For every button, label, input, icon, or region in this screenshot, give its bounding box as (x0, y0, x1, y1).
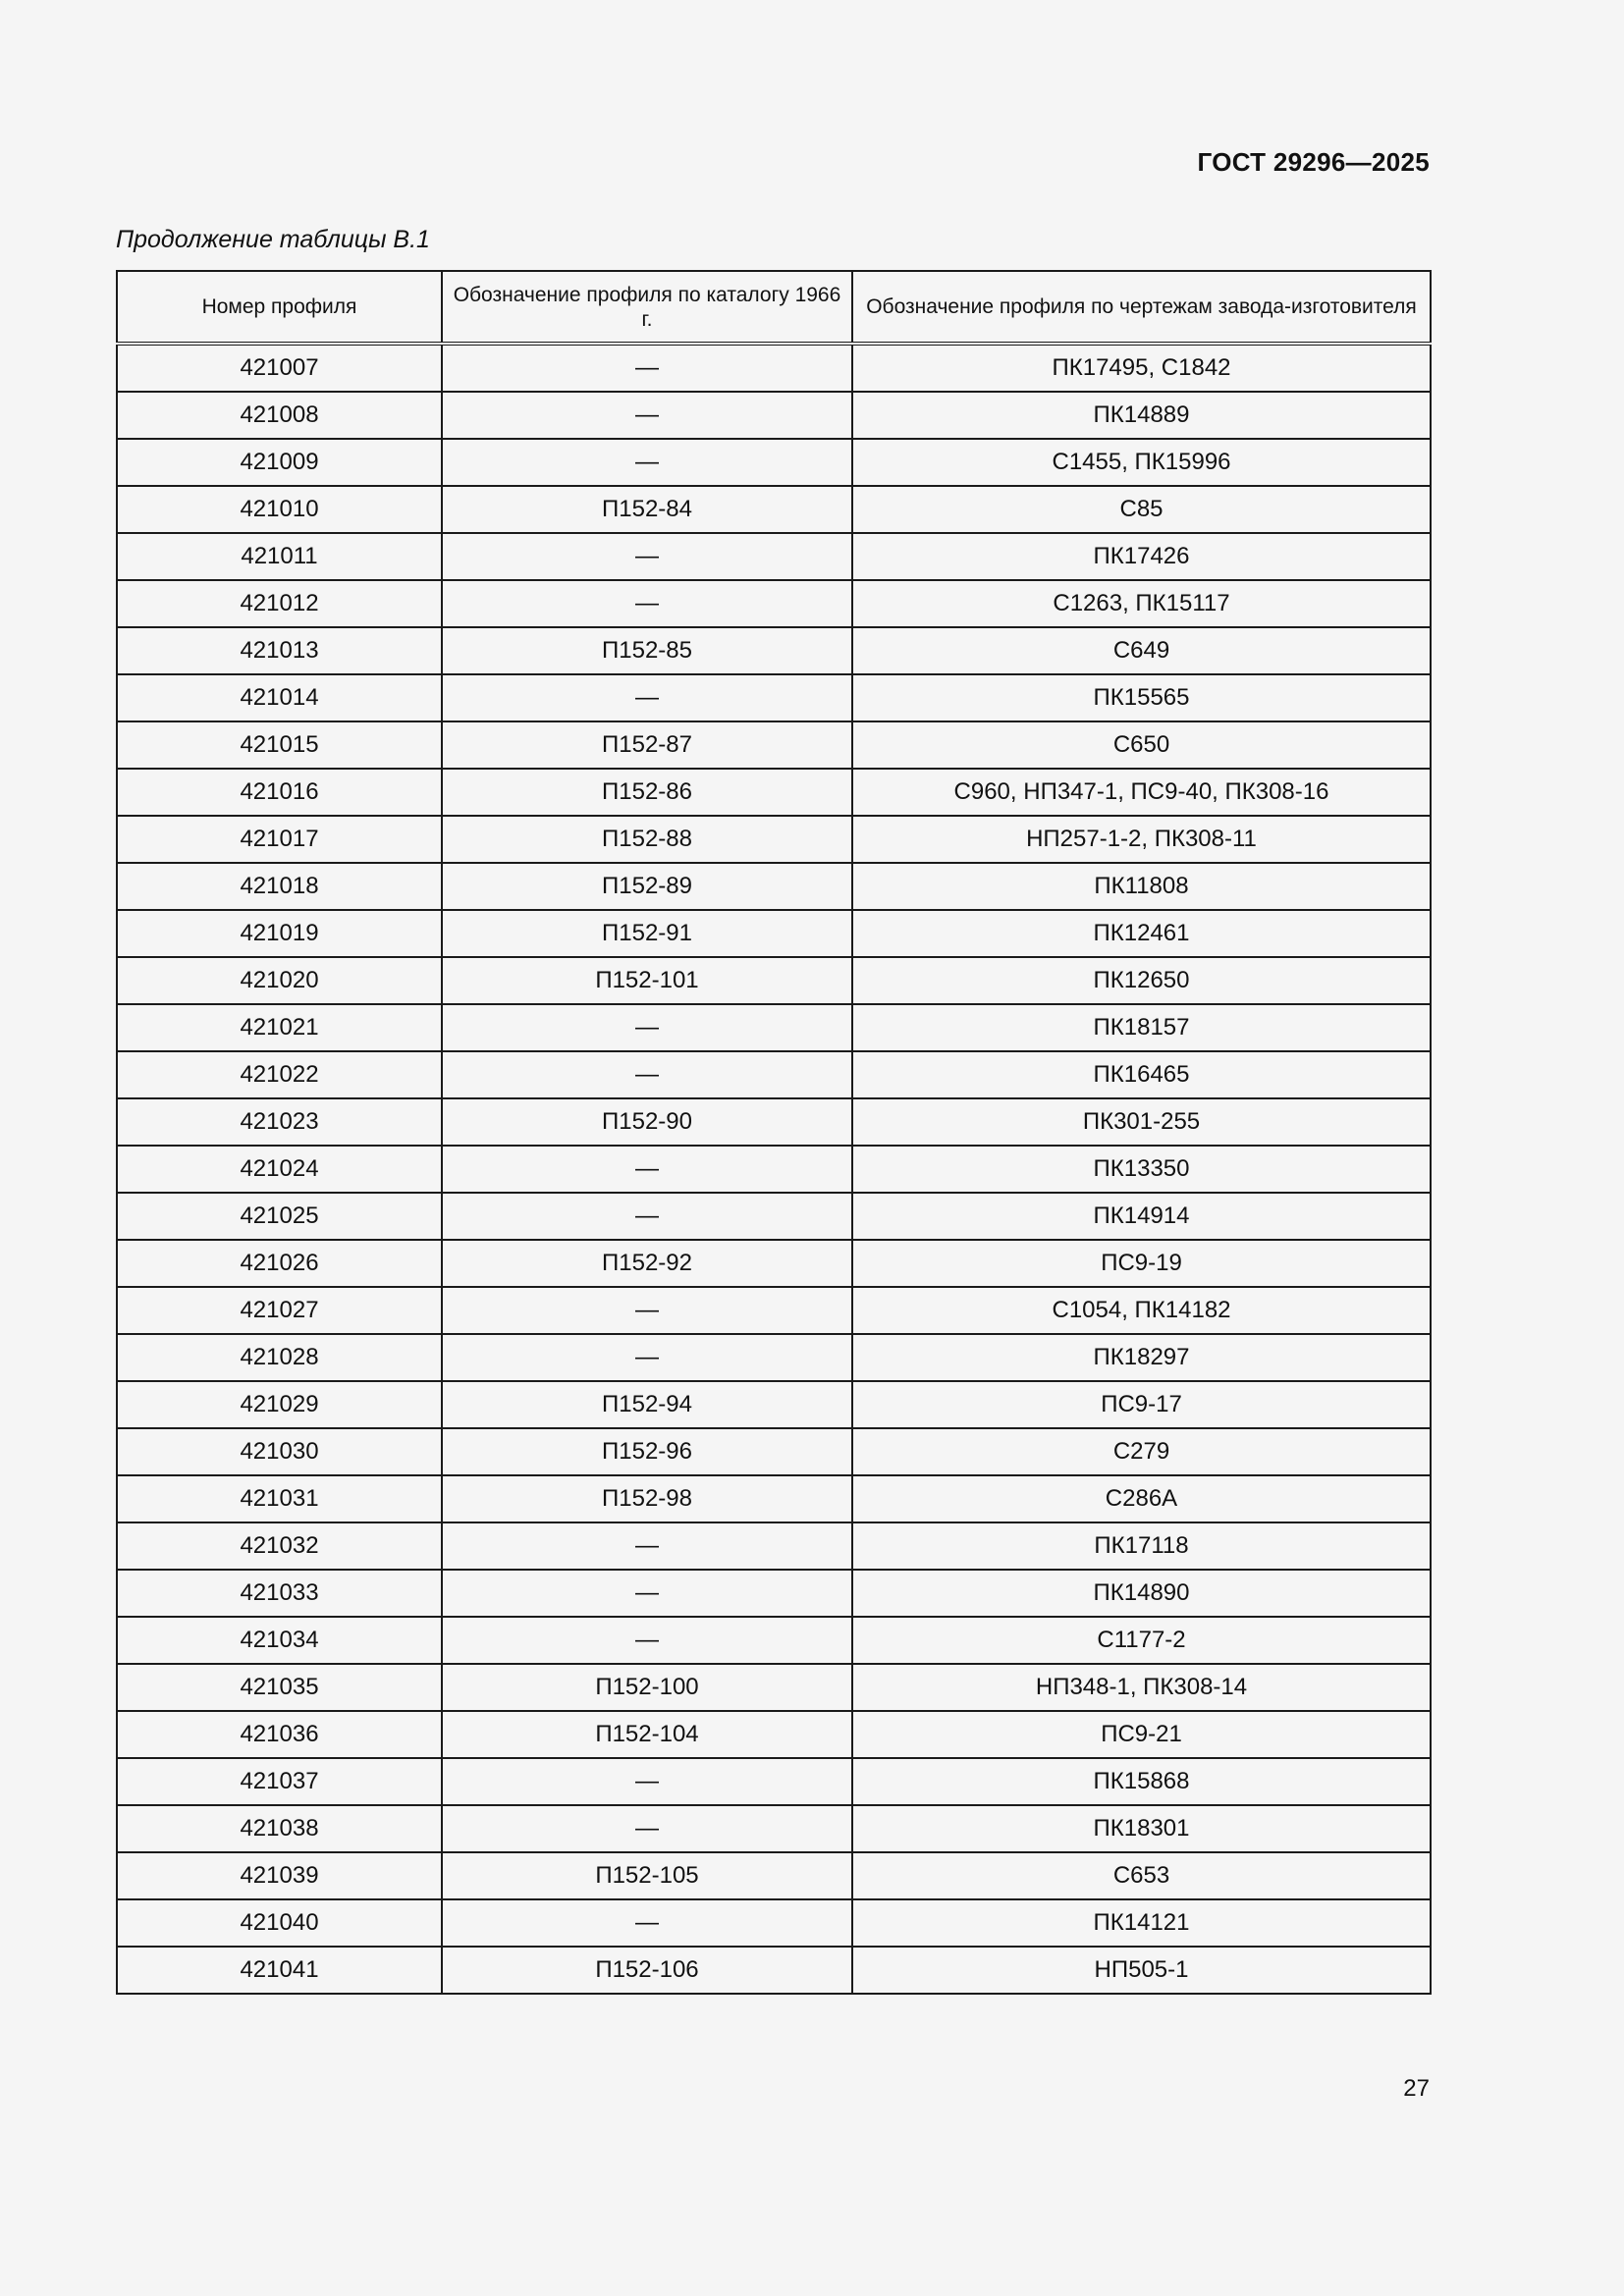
factory-designation-cell: ПК11808 (852, 863, 1431, 910)
table-body (117, 344, 1431, 1994)
factory-designation-cell: ПС9-17 (852, 1381, 1431, 1428)
page-number: 27 (1403, 2075, 1430, 2102)
factory-designation-cell: ПК18301 (852, 1805, 1431, 1852)
catalog-designation-cell: П152-101 (442, 957, 852, 1004)
catalog-designation-cell: П152-106 (442, 1947, 852, 1994)
catalog-designation-cell: П152-100 (442, 1664, 852, 1711)
profile-number-cell: 421013 (117, 627, 442, 674)
factory-designation-cell: ПК14889 (852, 392, 1431, 439)
factory-designation-cell: С653 (852, 1852, 1431, 1899)
factory-designation-cell: НП348-1, ПК308-14 (852, 1664, 1431, 1711)
profile-number-cell: 421008 (117, 392, 442, 439)
catalog-designation-cell: П152-105 (442, 1852, 852, 1899)
factory-designation-cell: ПК15868 (852, 1758, 1431, 1805)
factory-designation-cell: ПК14914 (852, 1193, 1431, 1240)
catalog-designation-cell: П152-89 (442, 863, 852, 910)
catalog-designation-cell: П152-98 (442, 1475, 852, 1522)
factory-designation-cell: С649 (852, 627, 1431, 674)
profile-number-cell: 421038 (117, 1805, 442, 1852)
factory-designation-cell: С286А (852, 1475, 1431, 1522)
table-row (117, 910, 1431, 957)
table-row (117, 1805, 1431, 1852)
profile-table (116, 270, 1432, 1995)
catalog-designation-cell: — (442, 1051, 852, 1098)
profile-number-cell: 421009 (117, 439, 442, 486)
table-row (117, 957, 1431, 1004)
table-row (117, 1193, 1431, 1240)
table-row (117, 580, 1431, 627)
factory-designation-cell: ПК15565 (852, 674, 1431, 721)
catalog-designation-cell: — (442, 1758, 852, 1805)
factory-designation-cell: С279 (852, 1428, 1431, 1475)
factory-designation-cell: ПК301-255 (852, 1098, 1431, 1146)
table-row (117, 1522, 1431, 1570)
profile-number-cell: 421010 (117, 486, 442, 533)
table-row (117, 769, 1431, 816)
table-row (117, 533, 1431, 580)
profile-number-cell: 421014 (117, 674, 442, 721)
column-header-profile-number: Номер профиля (117, 271, 442, 344)
profile-number-cell: 421032 (117, 1522, 442, 1570)
catalog-designation-cell: — (442, 580, 852, 627)
factory-designation-cell: ПК18297 (852, 1334, 1431, 1381)
profile-number-cell: 421012 (117, 580, 442, 627)
table-row (117, 1240, 1431, 1287)
table-row (117, 1899, 1431, 1947)
table-row (117, 1428, 1431, 1475)
profile-number-cell: 421035 (117, 1664, 442, 1711)
table-caption: Продолжение таблицы В.1 (116, 226, 430, 253)
table-row (117, 1711, 1431, 1758)
table-row (117, 1334, 1431, 1381)
profile-number-cell: 421017 (117, 816, 442, 863)
profile-number-cell: 421020 (117, 957, 442, 1004)
catalog-designation-cell: — (442, 1287, 852, 1334)
factory-designation-cell: ПК17118 (852, 1522, 1431, 1570)
table-header-row (117, 271, 1431, 344)
factory-designation-cell: С1054, ПК14182 (852, 1287, 1431, 1334)
profile-number-cell: 421030 (117, 1428, 442, 1475)
table-row (117, 1947, 1431, 1994)
profile-number-cell: 421036 (117, 1711, 442, 1758)
profile-number-cell: 421021 (117, 1004, 442, 1051)
catalog-designation-cell: — (442, 1334, 852, 1381)
table-row (117, 1617, 1431, 1664)
factory-designation-cell: ПК13350 (852, 1146, 1431, 1193)
catalog-designation-cell: — (442, 1004, 852, 1051)
catalog-designation-cell: П152-92 (442, 1240, 852, 1287)
catalog-designation-cell: — (442, 1193, 852, 1240)
factory-designation-cell: ПК17495, С1842 (852, 344, 1431, 392)
factory-designation-cell: ПК18157 (852, 1004, 1431, 1051)
catalog-designation-cell: П152-88 (442, 816, 852, 863)
profile-number-cell: 421018 (117, 863, 442, 910)
factory-designation-cell: С85 (852, 486, 1431, 533)
factory-designation-cell: ПК16465 (852, 1051, 1431, 1098)
standard-code: ГОСТ 29296—2025 (1197, 147, 1430, 177)
factory-designation-cell: ПК12461 (852, 910, 1431, 957)
table-row (117, 1570, 1431, 1617)
catalog-designation-cell: П152-84 (442, 486, 852, 533)
table-row (117, 1051, 1431, 1098)
profile-number-cell: 421016 (117, 769, 442, 816)
table-row (117, 486, 1431, 533)
factory-designation-cell: С960, НП347-1, ПС9-40, ПК308-16 (852, 769, 1431, 816)
table-row (117, 1664, 1431, 1711)
profile-number-cell: 421041 (117, 1947, 442, 1994)
table-row (117, 1381, 1431, 1428)
table-row (117, 1098, 1431, 1146)
catalog-designation-cell: П152-96 (442, 1428, 852, 1475)
profile-number-cell: 421023 (117, 1098, 442, 1146)
catalog-designation-cell: — (442, 1899, 852, 1947)
factory-designation-cell: ПК14121 (852, 1899, 1431, 1947)
factory-designation-cell: С1177-2 (852, 1617, 1431, 1664)
profile-number-cell: 421029 (117, 1381, 442, 1428)
factory-designation-cell: ПС9-19 (852, 1240, 1431, 1287)
catalog-designation-cell: П152-85 (442, 627, 852, 674)
catalog-designation-cell: — (442, 392, 852, 439)
catalog-designation-cell: — (442, 344, 852, 392)
profile-number-cell: 421031 (117, 1475, 442, 1522)
profile-number-cell: 421039 (117, 1852, 442, 1899)
profile-number-cell: 421040 (117, 1899, 442, 1947)
table-row (117, 344, 1431, 392)
catalog-designation-cell: П152-86 (442, 769, 852, 816)
factory-designation-cell: С1455, ПК15996 (852, 439, 1431, 486)
catalog-designation-cell: — (442, 1522, 852, 1570)
profile-number-cell: 421007 (117, 344, 442, 392)
factory-designation-cell: С650 (852, 721, 1431, 769)
column-header-catalog-1966: Обозначение профиля по каталогу 1966 г. (442, 271, 852, 344)
catalog-designation-cell: П152-104 (442, 1711, 852, 1758)
catalog-designation-cell: — (442, 439, 852, 486)
profile-number-cell: 421022 (117, 1051, 442, 1098)
factory-designation-cell: ПС9-21 (852, 1711, 1431, 1758)
profile-number-cell: 421019 (117, 910, 442, 957)
table-row (117, 1146, 1431, 1193)
table-row (117, 627, 1431, 674)
table-row (117, 816, 1431, 863)
profile-number-cell: 421025 (117, 1193, 442, 1240)
catalog-designation-cell: — (442, 1617, 852, 1664)
catalog-designation-cell: П152-91 (442, 910, 852, 957)
profile-number-cell: 421026 (117, 1240, 442, 1287)
profile-number-cell: 421033 (117, 1570, 442, 1617)
table-row (117, 1475, 1431, 1522)
profile-number-cell: 421011 (117, 533, 442, 580)
factory-designation-cell: ПК12650 (852, 957, 1431, 1004)
factory-designation-cell: ПК17426 (852, 533, 1431, 580)
profile-number-cell: 421015 (117, 721, 442, 769)
catalog-designation-cell: — (442, 1146, 852, 1193)
table-row (117, 1758, 1431, 1805)
table-row (117, 1852, 1431, 1899)
catalog-designation-cell: П152-87 (442, 721, 852, 769)
catalog-designation-cell: — (442, 1570, 852, 1617)
table-row (117, 1287, 1431, 1334)
table-row (117, 674, 1431, 721)
catalog-designation-cell: — (442, 674, 852, 721)
profile-number-cell: 421027 (117, 1287, 442, 1334)
table-row (117, 1004, 1431, 1051)
profile-number-cell: 421037 (117, 1758, 442, 1805)
table-row (117, 439, 1431, 486)
column-header-factory-drawings: Обозначение профиля по чертежам завода-изготовителя (852, 271, 1431, 344)
table-row (117, 721, 1431, 769)
catalog-designation-cell: П152-90 (442, 1098, 852, 1146)
profile-number-cell: 421034 (117, 1617, 442, 1664)
factory-designation-cell: ПК14890 (852, 1570, 1431, 1617)
factory-designation-cell: НП257-1-2, ПК308-11 (852, 816, 1431, 863)
table-row (117, 392, 1431, 439)
profile-number-cell: 421028 (117, 1334, 442, 1381)
factory-designation-cell: С1263, ПК15117 (852, 580, 1431, 627)
catalog-designation-cell: П152-94 (442, 1381, 852, 1428)
factory-designation-cell: НП505-1 (852, 1947, 1431, 1994)
catalog-designation-cell: — (442, 1805, 852, 1852)
table-row (117, 863, 1431, 910)
catalog-designation-cell: — (442, 533, 852, 580)
profile-number-cell: 421024 (117, 1146, 442, 1193)
